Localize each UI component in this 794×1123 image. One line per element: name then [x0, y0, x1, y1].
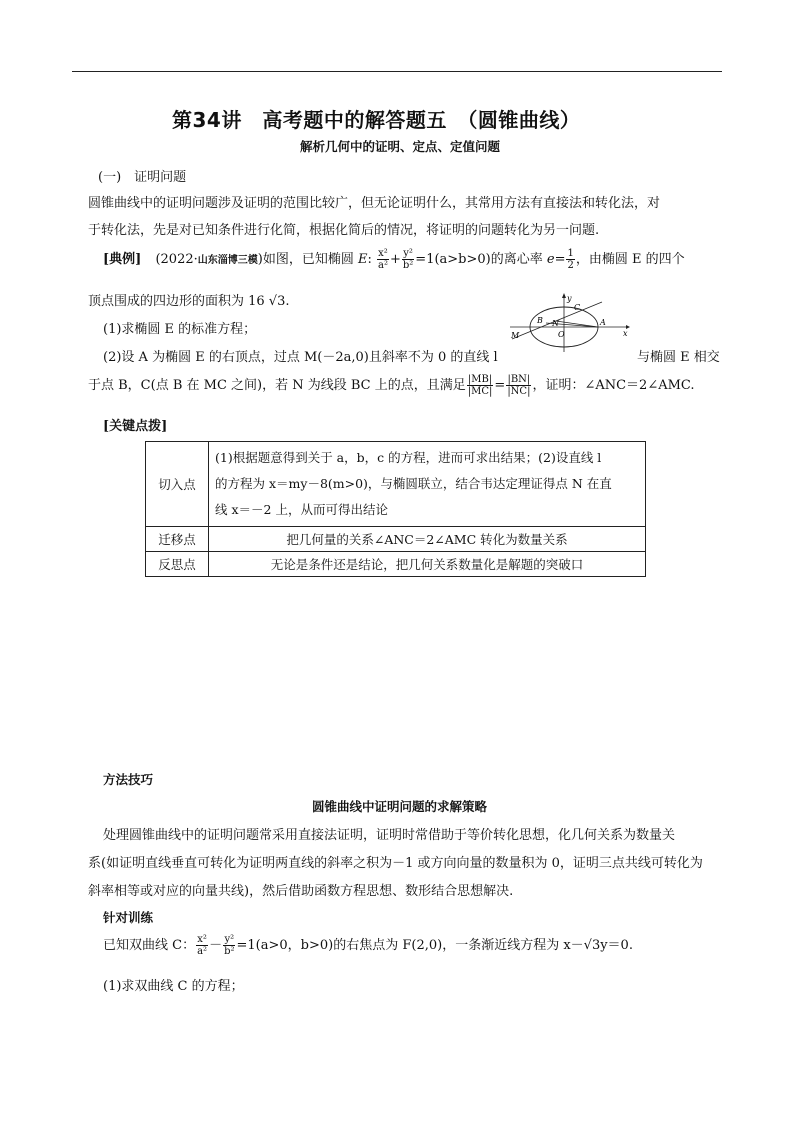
hyperbola-frac-x: $\frac{\text{x²}}{\text{a²}}$ [197, 934, 208, 957]
method-line-1: 处理圆锥曲线中的证明问题常采用直接法证明，证明时常借助于等价转化思想，化几何关系为数量关 [103, 828, 676, 843]
row-content-entry [209, 442, 646, 527]
example-line-1-tail: ，由椭圆 E 的四个 [575, 252, 685, 267]
example-source-end: )如图，已知椭圆 [257, 252, 354, 267]
row-content-transfer: 把几何量的关系∠ANC＝2∠AMC 转化为数量关系 [209, 527, 646, 552]
page-subtitle: 解析几何中的证明、定点、定值问题 [300, 139, 501, 154]
method-line-3: 斜率相等或对应的向量共线)，然后借助函数方程思想、数形结合思想解决. [88, 884, 514, 899]
label-m: M [511, 331, 520, 340]
label-n: N [552, 319, 559, 328]
row-label-transfer: 迁移点 [146, 527, 209, 552]
label-b: B [537, 316, 543, 325]
ratio-frac-2: $\frac{|BN|}{|NC|}$ [507, 374, 531, 397]
practice-question-1: (1)求双曲线 C 的方程； [103, 979, 244, 994]
key-points-heading: [关键点拨] [103, 419, 168, 434]
eccentricity-frac: $\frac{1}{2}$ [567, 248, 574, 271]
table-row [146, 527, 646, 552]
practice-line-1-pre: 已知双曲线 C： [103, 938, 196, 953]
key-points-table [145, 441, 646, 577]
label-y: y [567, 294, 572, 303]
method-line-2: 系(如证明直线垂直可转化为证明两直线的斜率之积为－1 或方向向量的数量积为 0，证明三点共线可转化为 [88, 856, 703, 871]
question-2-c-post: ，证明：∠ANC＝2∠AMC. [532, 378, 695, 393]
question-1: (1)求椭圆 E 的标准方程； [103, 322, 257, 337]
question-2-c-pre: 于点 B，C(点 B 在 MC 之间)，若 N 为线段 BC 上的点，且满足 [88, 378, 466, 393]
ellipse-frac-x: $\frac{\text{x²}}{\text{a²}}$ [377, 248, 388, 271]
table-row [146, 552, 646, 577]
label-o: O [558, 330, 565, 339]
ellipse-name: E [357, 252, 368, 267]
method-heading: 方法技巧 [103, 772, 154, 787]
page-title: 第34讲 高考题中的解答题五 （圆锥曲线） [172, 108, 581, 132]
intro-line-2: 于转化法，先是对已知条件进行化简，根据化简后的情况，将证明的问题转化为另一问题. [88, 223, 600, 238]
label-c: C [574, 303, 581, 312]
table-row [146, 442, 646, 527]
example-line-1: [典例] (2022·山东淄博三模)如图，已知椭圆 E: $\frac{\text{x²}}{\text{a²}}$ + $\frac{\text{y²}}{\text{b²}}$ =1(a>b>0)的离心率 e= $\frac{1}{2}$ ，由椭圆 E 的四个 [103, 248, 685, 271]
question-2-part-b: 与椭圆 E 相交 [637, 350, 720, 365]
example-tag: [典例] [103, 252, 142, 267]
hyperbola-frac-y: $\frac{\text{y²}}{\text{b²}}$ [224, 934, 235, 957]
practice-line-1: 已知双曲线 C： $\frac{\text{x²}}{\text{a²}}$ － $\frac{\text{y²}}{\text{b²}}$ =1(a>0，b>0)的右焦点为 F(2,0)，一条渐近线方程为 x－√3y＝0. [103, 934, 633, 957]
entry-line-3: 线 x＝－2 上，从而可得出结论 [215, 502, 388, 517]
practice-heading: 针对训练 [103, 910, 154, 925]
practice-line-1-post: =1(a>0，b>0)的右焦点为 F(2,0)，一条渐近线方程为 x－√3y＝0. [236, 938, 633, 953]
ellipse-equation-tail: =1(a>b>0)的离心率 [415, 252, 543, 267]
label-x: x [623, 329, 628, 338]
row-content-reflect: 无论是条件还是结论，把几何关系数量化是解题的突破口 [209, 552, 646, 577]
ellipse-frac-y: $\frac{\text{y²}}{\text{b²}}$ [402, 248, 414, 271]
ratio-frac-1: $\frac{|MB|}{|MC|}$ [467, 374, 493, 397]
label-a: A [600, 318, 606, 327]
intro-line-1: 圆锥曲线中的证明问题涉及证明的范围比较广，但无论证明什么，其常用方法有直接法和转化法，对 [88, 196, 661, 211]
entry-line-1: (1)根据题意得到关于 a，b，c 的方程，进而可求出结果；(2)设直线 l [215, 450, 602, 465]
ellipse-figure [508, 292, 632, 354]
example-line-2: 顶点围成的四边形的面积为 16 √3. [88, 294, 290, 309]
question-2-part-a: (2)设 A 为椭圆 E 的右顶点，过点 M(－2a,0)且斜率不为 0 的直线 l [103, 350, 498, 365]
method-subheading: 圆锥曲线中证明问题的求解策略 [312, 799, 488, 814]
question-2-part-c: 于点 B，C(点 B 在 MC 之间)，若 N 为线段 BC 上的点，且满足 $\frac{|MB|}{|MC|}$ = $\frac{|BN|}{|NC|}$ ，证明：∠ANC＝2∠AMC. [88, 374, 695, 397]
entry-line-2: 的方程为 x＝my－8(m>0)，与椭圆联立，结合韦达定理证得点 N 在直 [215, 476, 612, 491]
row-label-reflect: 反思点 [146, 552, 209, 577]
y-axis-arrow [562, 293, 566, 298]
row-label-entry: 切入点 [146, 442, 209, 527]
header-rule [72, 71, 722, 72]
example-source-year: (2022· [155, 252, 198, 267]
example-source-place: 山东淄博三模 [197, 255, 258, 266]
eccentricity-var: e [546, 252, 555, 267]
section-heading-proof: (一) 证明问题 [98, 170, 187, 185]
